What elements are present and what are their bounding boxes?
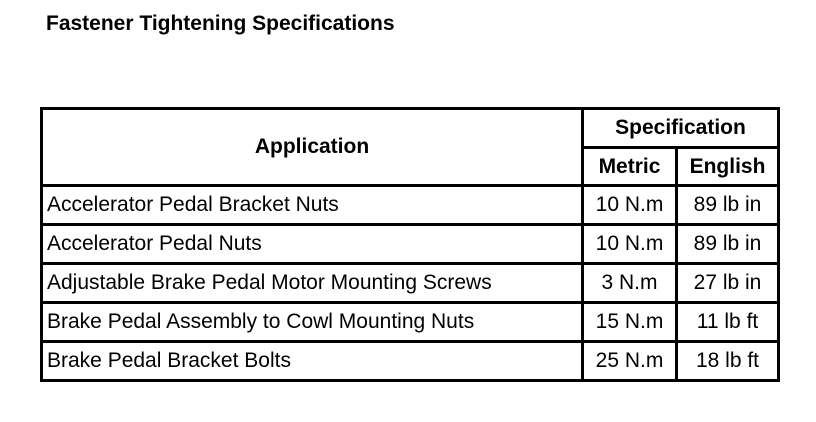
table-row — [42, 186, 779, 225]
metric-cell: 10 N.m — [583, 225, 677, 264]
table-row — [42, 303, 779, 342]
application-cell: Accelerator Pedal Nuts — [42, 225, 583, 264]
table-header-row — [42, 109, 779, 148]
table-row — [42, 264, 779, 303]
english-cell: 89 lb in — [677, 225, 779, 264]
application-cell: Brake Pedal Bracket Bolts — [42, 342, 583, 381]
english-cell: 18 lb ft — [677, 342, 779, 381]
english-cell: 89 lb in — [677, 186, 779, 225]
application-cell: Adjustable Brake Pedal Motor Mounting Screws — [42, 264, 583, 303]
fastener-spec-table — [40, 107, 780, 382]
application-header: Application — [42, 109, 583, 186]
table-row — [42, 225, 779, 264]
metric-cell: 15 N.m — [583, 303, 677, 342]
application-cell: Brake Pedal Assembly to Cowl Mounting Nuts — [42, 303, 583, 342]
page-title: Fastener Tightening Specifications — [46, 12, 395, 35]
metric-cell: 3 N.m — [583, 264, 677, 303]
specification-header: Specification — [583, 109, 779, 148]
metric-header: Metric — [583, 148, 677, 186]
metric-cell: 10 N.m — [583, 186, 677, 225]
metric-cell: 25 N.m — [583, 342, 677, 381]
english-cell: 11 lb ft — [677, 303, 779, 342]
english-cell: 27 lb in — [677, 264, 779, 303]
table-row — [42, 342, 779, 381]
english-header: English — [677, 148, 779, 186]
application-cell: Accelerator Pedal Bracket Nuts — [42, 186, 583, 225]
